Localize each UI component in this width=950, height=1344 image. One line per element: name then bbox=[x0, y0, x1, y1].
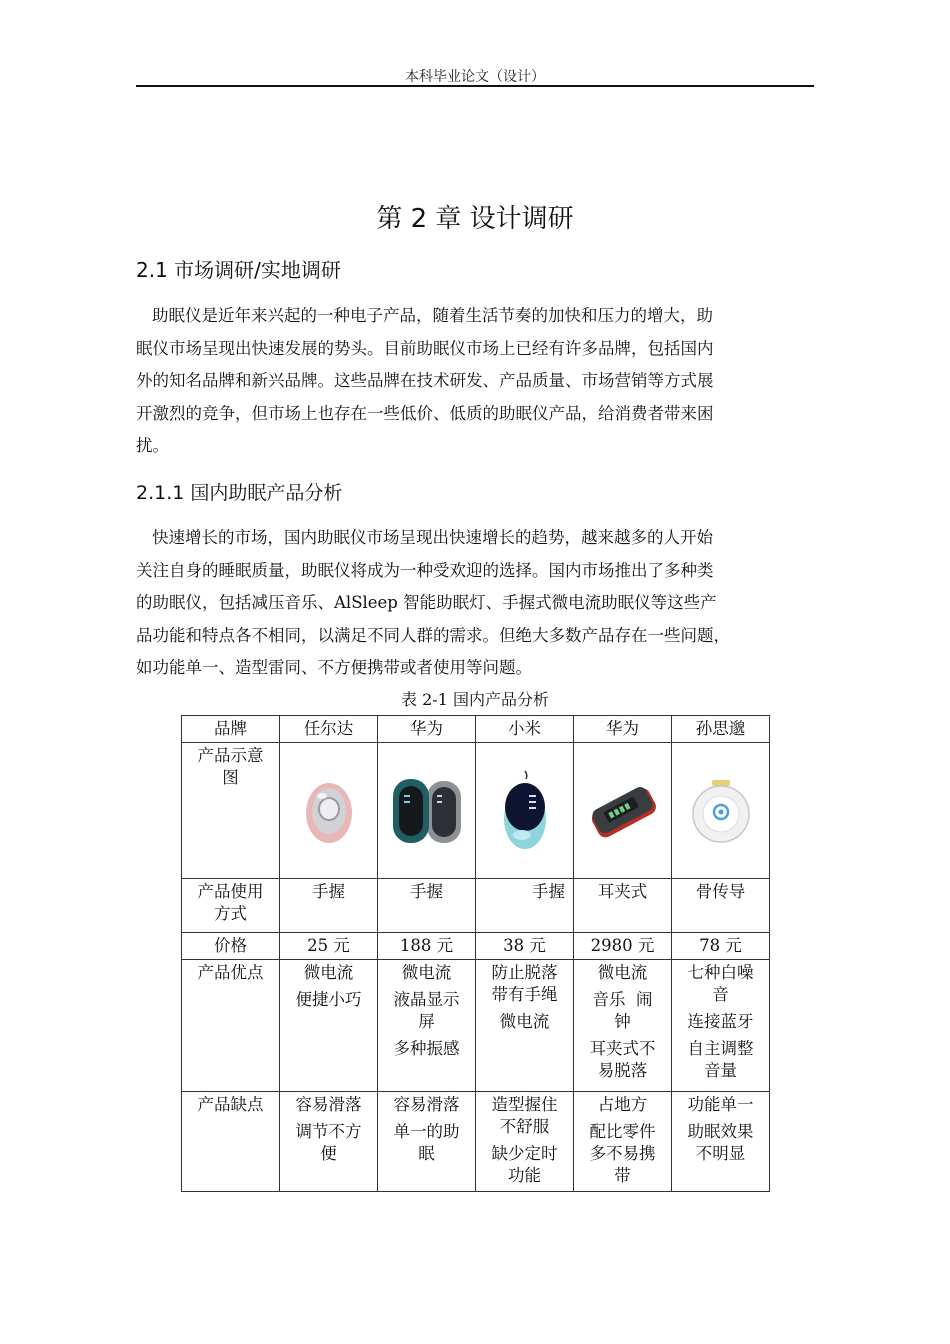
usage-cell: 手握 bbox=[378, 879, 476, 933]
paragraph-line: 品功能和特点各不相同，以满足不同人群的需求。但绝大多数产品存在一些问题， bbox=[136, 625, 730, 645]
huawei-handheld-device-image bbox=[389, 775, 465, 847]
usage-cell: 骨传导 bbox=[672, 879, 770, 933]
product-image-cell bbox=[476, 743, 574, 879]
subsection-heading: 2.1.1 国内助眠产品分析 bbox=[136, 482, 343, 504]
paragraph-line: 快速增长的市场，国内助眠仪市场呈现出快速增长的趋势，越来越多的人开始 bbox=[152, 528, 713, 547]
product-image-cell bbox=[672, 743, 770, 879]
brand-cell: 孙思邈 bbox=[672, 716, 770, 743]
row-header-brand: 品牌 bbox=[182, 716, 280, 743]
row-header-usage: 产品使用 方式 bbox=[182, 879, 280, 933]
product-image-cell bbox=[574, 743, 672, 879]
paragraph-line: 开激烈的竞争，但市场上也存在一些低价、低质的助眠仪产品，给消费者带来困 bbox=[136, 403, 714, 423]
pros-cell: 微电流 液晶显示 屏 多种振感 bbox=[378, 960, 476, 1092]
table-row-cons bbox=[182, 1092, 770, 1192]
cons-cell: 造型握住 不舒服 缺少定时 功能 bbox=[476, 1092, 574, 1192]
section-paragraph bbox=[136, 300, 816, 463]
table-row-usage bbox=[182, 879, 770, 933]
paragraph-line: 眠仪市场呈现出快速发展的势头。目前助眠仪市场上已经有许多品牌，包括国内 bbox=[136, 338, 714, 358]
table-row-pros bbox=[182, 960, 770, 1092]
price-cell: 78 元 bbox=[672, 933, 770, 960]
usage-cell: 手握 bbox=[280, 879, 378, 933]
pros-cell: 微电流 音乐 闹 钟 耳夹式不 易脱落 bbox=[574, 960, 672, 1092]
cons-cell: 占地方 配比零件 多不易携 带 bbox=[574, 1092, 672, 1192]
row-header-image: 产品示意 图 bbox=[182, 743, 280, 879]
paragraph-line: 关注自身的睡眠质量，助眠仪将成为一种受欢迎的选择。国内市场推出了多种类 bbox=[136, 560, 714, 580]
table-row-price bbox=[182, 933, 770, 960]
huawei-earclip-device-image bbox=[587, 783, 659, 839]
header-rule bbox=[136, 85, 814, 87]
brand-cell: 华为 bbox=[574, 716, 672, 743]
subsection-paragraph bbox=[136, 522, 816, 685]
pros-cell: 微电流 便捷小巧 bbox=[280, 960, 378, 1092]
table-caption: 表 2-1 国内产品分析 bbox=[401, 690, 549, 709]
running-header: 本科毕业论文（设计） bbox=[405, 69, 545, 85]
price-cell: 188 元 bbox=[378, 933, 476, 960]
renerda-device-image bbox=[302, 776, 356, 846]
paragraph-line: 外的知名品牌和新兴品牌。这些品牌在技术研发、产品质量、市场营销等方式展 bbox=[136, 371, 714, 390]
cons-cell: 容易滑落 调节不方 便 bbox=[280, 1092, 378, 1192]
section-heading: 2.1 市场调研/实地调研 bbox=[136, 258, 341, 282]
paragraph-line: 的助眠仪，包括减压音乐、AlSleep 智能助眠灯、手握式微电流助眠仪等这些产 bbox=[136, 593, 717, 612]
table-row-image bbox=[182, 743, 770, 879]
pros-cell: 七种白噪 音 连接蓝牙 自主调整 音量 bbox=[672, 960, 770, 1092]
cons-cell: 容易滑落 单一的助 眠 bbox=[378, 1092, 476, 1192]
brand-cell: 华为 bbox=[378, 716, 476, 743]
chapter-title: 第 2 章 设计调研 bbox=[376, 204, 574, 234]
row-header-price: 价格 bbox=[182, 933, 280, 960]
usage-cell: 手握 bbox=[476, 879, 574, 933]
product-analysis-table bbox=[181, 715, 770, 1192]
usage-cell: 耳夹式 bbox=[574, 879, 672, 933]
price-cell: 38 元 bbox=[476, 933, 574, 960]
row-header-pros: 产品优点 bbox=[182, 960, 280, 1092]
xiaomi-handheld-device-image bbox=[500, 769, 550, 853]
brand-cell: 小米 bbox=[476, 716, 574, 743]
product-image-cell bbox=[280, 743, 378, 879]
pros-cell: 防止脱落 带有手绳 微电流 bbox=[476, 960, 574, 1092]
brand-cell: 任尔达 bbox=[280, 716, 378, 743]
table-row-brand bbox=[182, 716, 770, 743]
row-header-cons: 产品缺点 bbox=[182, 1092, 280, 1192]
price-cell: 25 元 bbox=[280, 933, 378, 960]
paragraph-line: 如功能单一、造型雷同、不方便携带或者使用等问题。 bbox=[136, 658, 532, 677]
paragraph-line: 助眠仪是近年来兴起的一种电子产品，随着生活节奏的加快和压力的增大，助 bbox=[152, 306, 713, 325]
paragraph-line: 扰。 bbox=[136, 436, 169, 455]
price-cell: 2980 元 bbox=[574, 933, 672, 960]
cons-cell: 功能单一 助眠效果 不明显 bbox=[672, 1092, 770, 1192]
sunsimiao-bone-conduction-device-image bbox=[690, 778, 752, 844]
product-image-cell bbox=[378, 743, 476, 879]
